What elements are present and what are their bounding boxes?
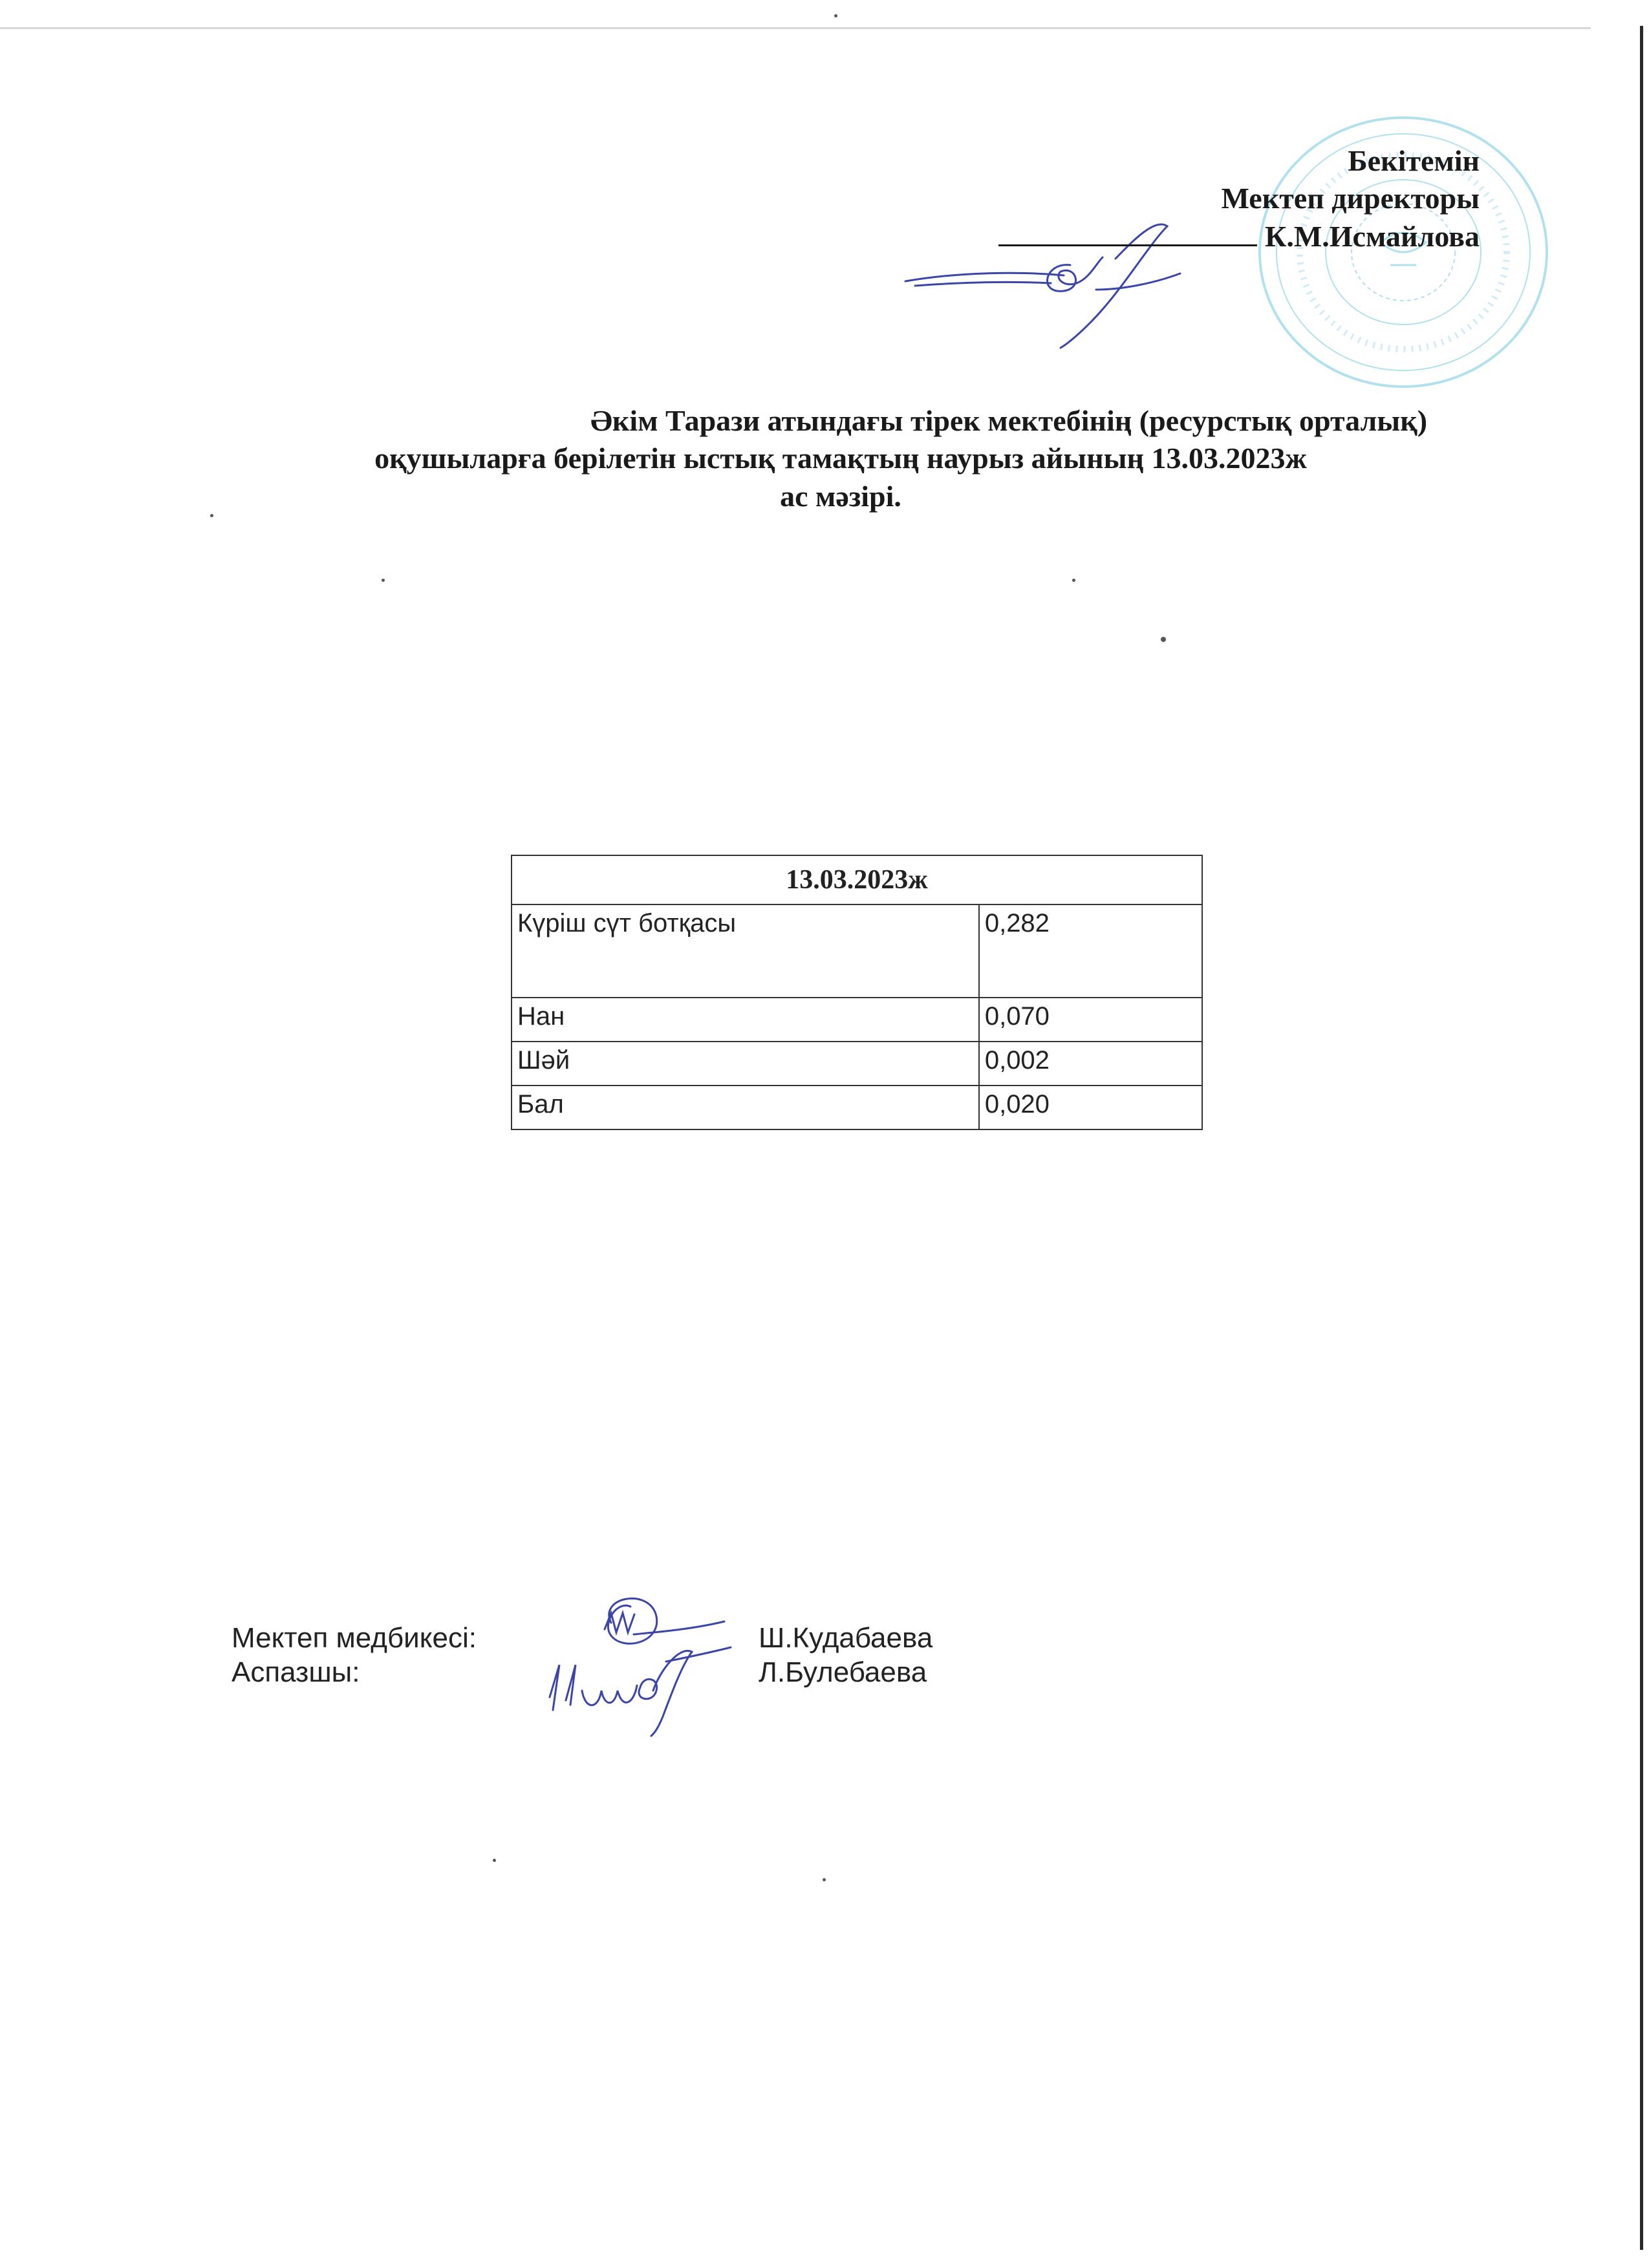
menu-qty: 0,282 xyxy=(979,904,1202,998)
staff-role: Аспазшы: xyxy=(232,1656,360,1688)
title-line-1: Әкім Тарази атындағы тірек мектебінің (ресурстық орталық) xyxy=(590,404,1428,437)
menu-date: 13.03.2023ж xyxy=(512,855,1202,904)
staff-name: Ш.Кудабаева xyxy=(759,1622,933,1654)
scan-top-edge xyxy=(0,27,1591,29)
approval-position: Мектеп директоры xyxy=(1221,182,1480,215)
menu-qty: 0,002 xyxy=(979,1042,1202,1086)
staff-name: Л.Булебаева xyxy=(759,1656,927,1688)
menu-table xyxy=(511,855,1203,1130)
staff-role: Мектеп медбикесі: xyxy=(232,1622,477,1654)
scan-speck xyxy=(1072,579,1075,582)
table-row xyxy=(512,904,1202,998)
table-row xyxy=(512,1042,1202,1086)
table-row xyxy=(512,1086,1202,1129)
menu-item: Нан xyxy=(512,998,979,1042)
scan-speck xyxy=(210,514,213,517)
document-title xyxy=(194,402,1487,515)
scan-speck xyxy=(382,579,385,582)
staff-signatures xyxy=(537,1584,737,1746)
menu-header-row xyxy=(512,855,1202,904)
signature-underline xyxy=(998,219,1257,246)
approval-signature-line xyxy=(898,218,1480,255)
scan-speck xyxy=(1161,637,1166,642)
scan-right-edge xyxy=(1640,26,1643,2250)
menu-item: Бал xyxy=(512,1086,979,1129)
menu-qty: 0,070 xyxy=(979,998,1202,1042)
title-line-2: оқушыларға берілетін ыстық тамақтың наурыз айының 13.03.2023ж xyxy=(374,442,1307,475)
menu-item: Күріш сүт ботқасы xyxy=(512,904,979,998)
menu-qty: 0,020 xyxy=(979,1086,1202,1129)
scan-speck xyxy=(834,14,837,17)
scan-speck xyxy=(493,1859,496,1862)
title-line-3: ас мәзірі. xyxy=(780,479,901,513)
approval-name: К.М.Исмайлова xyxy=(1265,219,1480,253)
approval-approve: Бекітемін xyxy=(1348,144,1480,177)
table-row xyxy=(512,998,1202,1042)
menu-item: Шәй xyxy=(512,1042,979,1086)
scan-speck xyxy=(823,1878,826,1881)
approval-block xyxy=(898,142,1480,255)
